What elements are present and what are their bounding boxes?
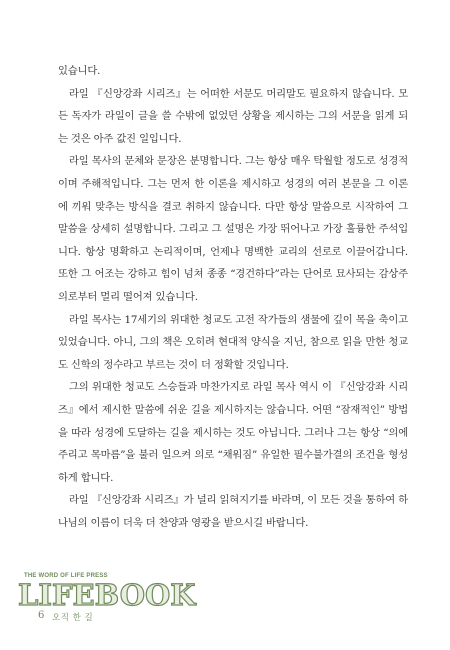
paragraph-continuation: 있습니다. [58,65,101,77]
page-footer [18,560,196,630]
lifebook-logo: LIFEBOOK [18,578,196,612]
publisher-name: THE WORD OF LIFE PRESS [24,573,108,579]
body-text [58,60,408,534]
paragraph: 라일 『신앙강좌 시리즈』가 널리 읽혀지기를 바라며, 이 모든 것을 통하여 하나님의 이름이 더욱 더 찬양과 영광을 받으시길 바랍니다. [58,494,408,529]
paragraph: 라일 『신앙강좌 시리즈』는 어떠한 서문도 머리말도 필요하지 않습니다. 모든 독자가 라일이 글을 쓸 수밖에 없었던 상황을 제시하는 그의 서문을 읽게 되는 것은 아주 값진 일입니다. [58,87,408,145]
paragraph: 그의 위대한 청교도 스승들과 마찬가지로 라일 목사 역시 이 『신앙강좌 시리즈』에서 제시한 말씀에 쉬운 길을 제시하지는 않습니다. 어떤 “잠재적인” 방법을 따라 성경에 도달하는 길을 제시하는 것도 아닙니다. 그러나 그는 항상 “의에 주리고 목마름”을 불러 일으켜 의로 “채워짐” 유일한 필수불가결의 조건을 형성하게 합니다. [58,381,408,484]
paragraph: 라일 목사의 문체와 문장은 분명합니다. 그는 항상 매우 탁월할 정도로 성경적이며 주해적입니다. 그는 먼저 한 이론을 제시하고 성경의 여러 본문을 그 이론에 끼워 맞추는 방식을 결코 취하지 않습니다. 다만 항상 말씀으로 시작하여 그 말씀을 상세히 설명합니다. 그리고 그 설명은 가장 뛰어나고 가장 훌륭한 주석입니다. 항상 명확하고 논리적이며, 언제나 명백한 교리의 선로로 이끌어갑니다. 또한 그 어조는 강하고 힘이 넘쳐 종종 “경건하다”라는 단어로 묘사되는 감상주의로부터 멀리 떨어져 있습니다. [58,155,408,303]
page-number: 6 [38,610,45,621]
paragraph: 라일 목사는 17세기의 위대한 청교도 고전 작가들의 샘물에 깊이 목을 축이고 있었습니다. 아니, 그의 책은 오히려 현대적 양식을 지닌, 참으로 읽을 만한 청교도 신학의 정수라고 부르는 것이 더 정확할 것입니다. [58,313,408,371]
book-subtitle: 오직 한 길 [52,613,94,623]
